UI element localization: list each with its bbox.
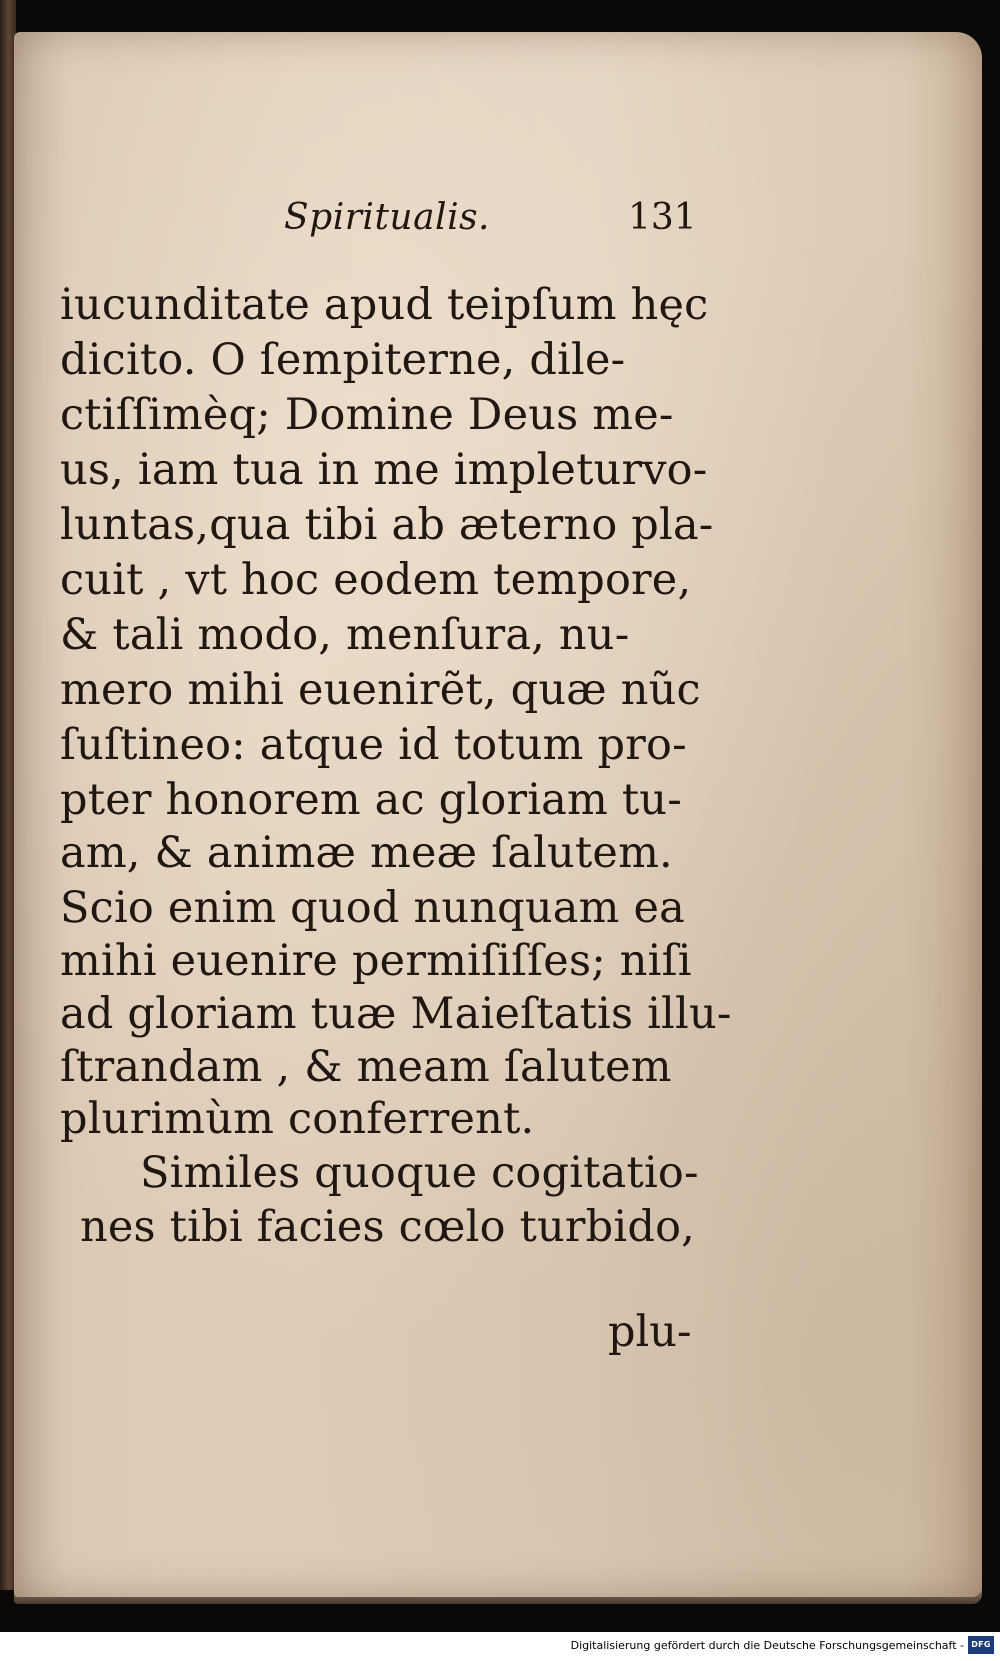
funding-credit: Digitalisierung gefördert durch die Deutsche Forschungsgemeinschaft - (570, 1639, 964, 1652)
text-line: mihi euenire permiſiſſes; niſi (60, 936, 692, 986)
text-line: mero mihi euenirẽt, quæ nũc (60, 665, 701, 715)
dfg-logo-icon: DFG (968, 1636, 994, 1654)
text-line: pter honorem ac gloriam tu- (60, 775, 682, 825)
text-line: am, & animæ meæ ſalutem. (60, 828, 673, 878)
text-line: luntas,qua tibi ab æterno pla- (60, 500, 714, 550)
text-line: ad gloriam tuæ Maieſtatis illu- (60, 989, 732, 1039)
text-line: dicito. O ſempiterne, dile- (60, 335, 626, 385)
text-line: nes tibi facies cœlo turbido, (80, 1202, 696, 1252)
text-line: plurimùm conferrent. (60, 1094, 535, 1144)
text-line: & tali modo, menſura, nu- (60, 610, 630, 660)
text-line: ſtrandam , & meam ſalutem (60, 1042, 672, 1092)
text-line: Scio enim quod nunquam ea (60, 883, 685, 933)
text-line: ſuſtineo: atque id totum pro- (60, 720, 687, 770)
text-block (14, 32, 982, 1597)
text-line: ctiſſimèq; Domine Deus me- (60, 390, 674, 440)
text-line: iucunditate apud teipſum hęc (60, 280, 709, 330)
digitization-footer (0, 1632, 1000, 1661)
paper-page (14, 32, 982, 1597)
page-number: 131 (628, 197, 697, 238)
running-head: Spiritualis. (284, 197, 491, 238)
text-line: cuit , vt hoc eodem tempore, (60, 555, 692, 605)
catchword: plu- (608, 1307, 692, 1357)
text-line: us, iam tua in me impleturvo- (60, 445, 708, 495)
text-line: Similes quoque cogitatio- (140, 1148, 699, 1198)
